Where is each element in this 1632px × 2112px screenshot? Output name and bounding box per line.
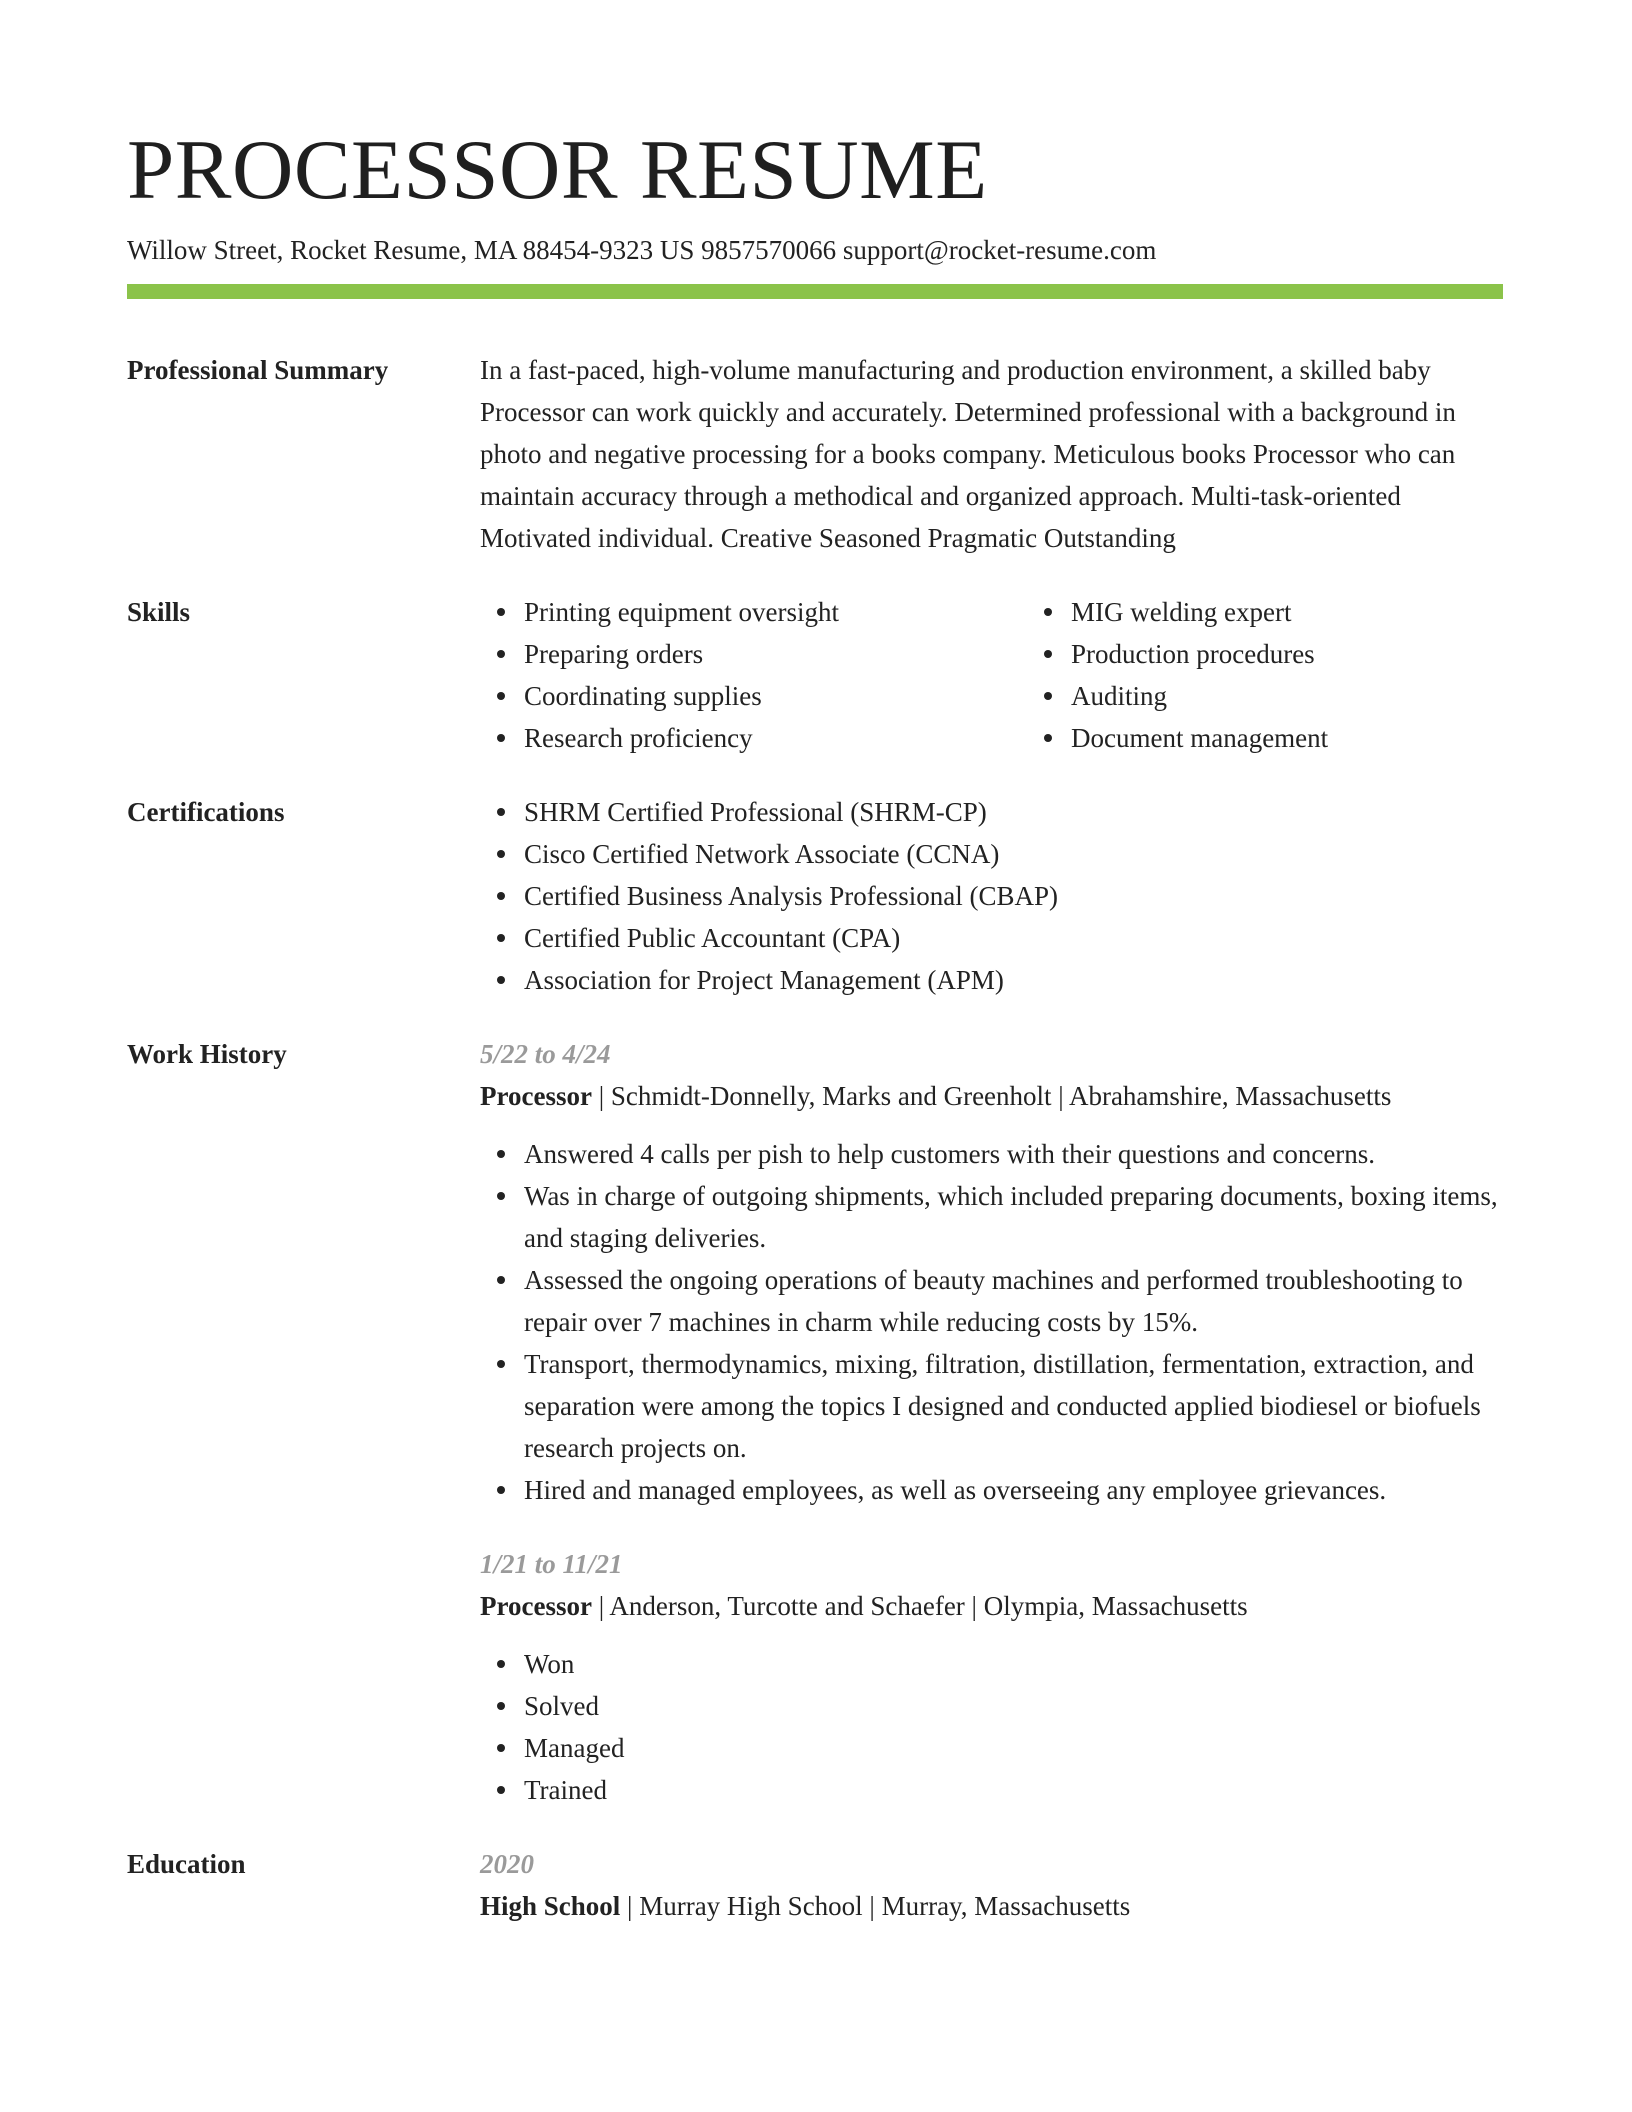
resume-title: PROCESSOR RESUME bbox=[127, 123, 988, 217]
job-bullet: Trained bbox=[524, 1769, 1503, 1811]
job-bullet: Solved bbox=[524, 1685, 1503, 1727]
job-heading bbox=[480, 1075, 1503, 1117]
certifications-list bbox=[480, 791, 1503, 1001]
certification-item: Cisco Certified Network Associate (CCNA) bbox=[524, 833, 1503, 875]
resume-page bbox=[127, 120, 1503, 1927]
job-bullet: Won bbox=[524, 1643, 1503, 1685]
job-title: Processor bbox=[480, 1081, 592, 1111]
skills-list-left bbox=[480, 591, 1027, 759]
skills-list-right bbox=[1027, 591, 1574, 759]
job-bullet: Answered 4 calls per pish to help customers with their questions and concerns. bbox=[524, 1133, 1503, 1175]
job-bullets bbox=[480, 1643, 1503, 1811]
education-content bbox=[480, 1843, 1503, 1927]
job-details: | Anderson, Turcotte and Schaefer | Olympia, Massachusetts bbox=[591, 1591, 1248, 1621]
job-entry bbox=[480, 1033, 1503, 1511]
skills-columns bbox=[480, 591, 1574, 759]
skill-item: MIG welding expert bbox=[1071, 591, 1574, 633]
section-label-work-history: Work History bbox=[127, 1039, 287, 1069]
job-bullet: Managed bbox=[524, 1727, 1503, 1769]
education-section bbox=[127, 1843, 1503, 1927]
job-heading bbox=[480, 1585, 1503, 1627]
job-bullet: Hired and managed employees, as well as overseeing any employee grievances. bbox=[524, 1469, 1503, 1511]
job-entry bbox=[480, 1543, 1503, 1811]
education-year: 2020 bbox=[480, 1849, 534, 1879]
job-bullet: Transport, thermodynamics, mixing, filtration, distillation, fermentation, extraction, and separation were among the topics I designed and conducted applied biodiesel or biofuels research projects on. bbox=[524, 1343, 1503, 1469]
skill-item: Auditing bbox=[1071, 675, 1574, 717]
job-dates: 1/21 to 11/21 bbox=[480, 1549, 623, 1579]
job-bullet: Assessed the ongoing operations of beauty machines and performed troubleshooting to repair over 7 machines in charm while reducing costs by 15%. bbox=[524, 1259, 1503, 1343]
skill-item: Printing equipment oversight bbox=[524, 591, 1027, 633]
accent-divider bbox=[127, 284, 1503, 299]
section-label-skills: Skills bbox=[127, 597, 191, 627]
professional-summary-section bbox=[127, 349, 1503, 559]
job-bullet: Was in charge of outgoing shipments, which included preparing documents, boxing items, and staging deliveries. bbox=[524, 1175, 1503, 1259]
skill-item: Document management bbox=[1071, 717, 1574, 759]
job-dates: 5/22 to 4/24 bbox=[480, 1039, 611, 1069]
job-title: Processor bbox=[480, 1591, 592, 1621]
skill-item: Production procedures bbox=[1071, 633, 1574, 675]
certifications-section bbox=[127, 791, 1503, 1001]
contact-line: Willow Street, Rocket Resume, MA 88454-9323 US 9857570066 support@rocket-resume.com bbox=[127, 235, 1157, 265]
summary-text: In a fast-paced, high-volume manufacturing and production environment, a skilled baby Processor can work quickly and accurately. Determined professional with a background in photo and negative processing for a books company. Meticulous books Processor who can maintain accuracy through a methodical and organized approach. Multi-task-oriented Motivated individual. Creative Seasoned Pragmatic Outstanding bbox=[480, 355, 1456, 553]
section-label-certifications: Certifications bbox=[127, 797, 285, 827]
education-degree: High School bbox=[480, 1891, 621, 1921]
education-heading bbox=[480, 1885, 1503, 1927]
skill-item: Coordinating supplies bbox=[524, 675, 1027, 717]
skills-section bbox=[127, 591, 1503, 759]
skill-item: Preparing orders bbox=[524, 633, 1027, 675]
section-label-education: Education bbox=[127, 1849, 246, 1879]
job-details: | Schmidt-Donnelly, Marks and Greenholt | Abrahamshire, Massachusetts bbox=[591, 1081, 1392, 1111]
certification-item: Certified Public Accountant (CPA) bbox=[524, 917, 1503, 959]
skill-item: Research proficiency bbox=[524, 717, 1027, 759]
certifications-content bbox=[480, 791, 1503, 1001]
work-history-section bbox=[127, 1033, 1503, 1811]
education-details: | Murray High School | Murray, Massachusetts bbox=[620, 1891, 1131, 1921]
section-label-summary: Professional Summary bbox=[127, 355, 389, 385]
certification-item: SHRM Certified Professional (SHRM-CP) bbox=[524, 791, 1503, 833]
certification-item: Association for Project Management (APM) bbox=[524, 959, 1503, 1001]
certification-item: Certified Business Analysis Professional (CBAP) bbox=[524, 875, 1503, 917]
job-bullets bbox=[480, 1133, 1503, 1511]
work-history-content bbox=[480, 1033, 1503, 1811]
